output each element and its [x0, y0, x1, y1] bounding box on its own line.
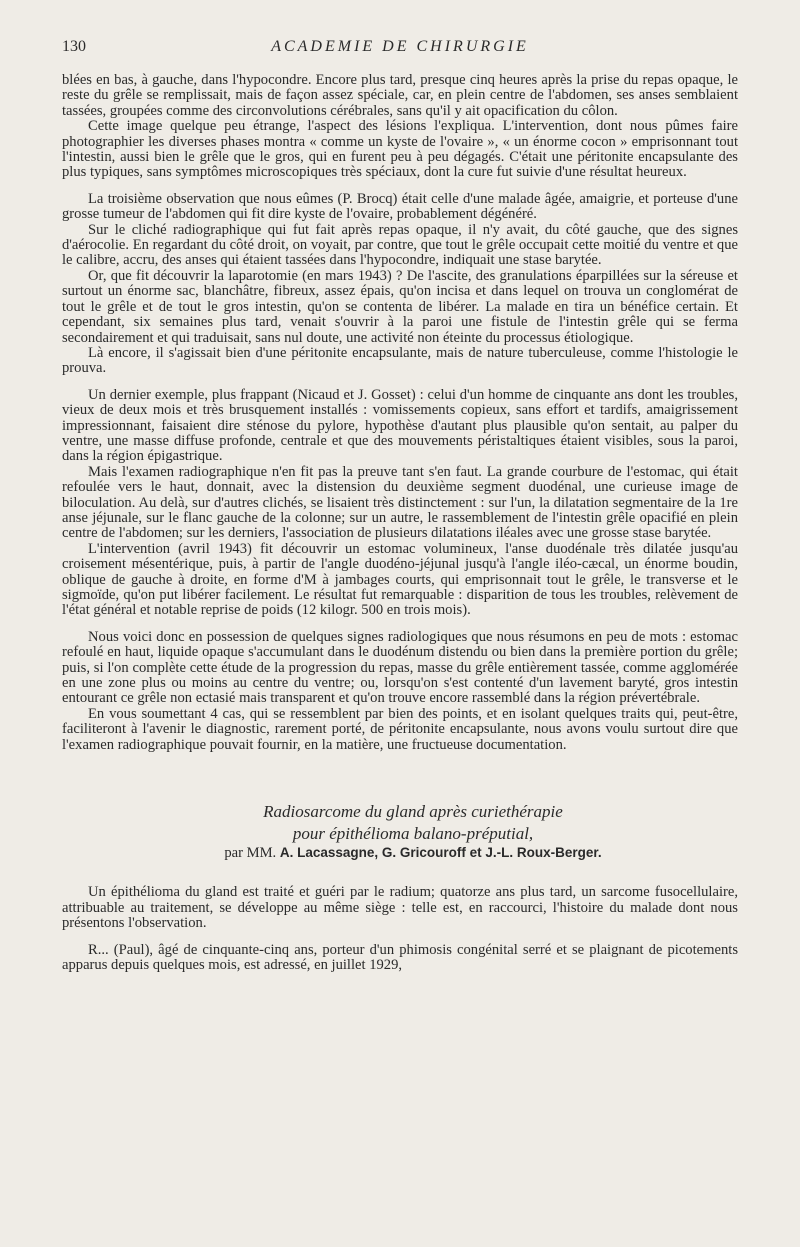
running-title: ACADEMIE DE CHIRURGIE [271, 38, 529, 55]
paragraph: R... (Paul), âgé de cinquante-cinq ans, porteur d'un phimosis congénital serré et se plaignant de picotements apparus depuis quelques mois, est adressé, en juillet 1929, [62, 941, 738, 974]
paragraph: Cette image quelque peu étrange, l'aspect des lésions l'expliqua. L'intervention, dont nous pûmes faire photographier les diverses phases montra « comme un kyste de l'ovaire », « un énorme cocon » emprisonnant tout l'intestin, aussi bien le grêle que le gros, qui en furent peu à peu dégagés. C'était une péritonite encapsulante des plus typiques, sans symptômes microscopiques très spéciaux, dont la cure fut suivie d'une résultat heureux. [62, 118, 738, 181]
article-title-line-2: pour épithélioma balano-préputial, [292, 824, 534, 844]
article-title-line-1: Radiosarcome du gland après curiethérapie [263, 802, 563, 822]
paragraph: En vous soumettant 4 cas, qui se ressemblent par bien des points, et en isolant quelques traits qui, peut-être, faciliteront à l'avenir le diagnostic, rarement porté, de péritonite encapsulante, nous avons voulu surtout dire que l'examen radiographique pouvait fournir, en la matière, une fructueuse documentation. [62, 705, 738, 753]
paragraph: blées en bas, à gauche, dans l'hypocondre. Encore plus tard, presque cinq heures après la prise du repas opaque, le reste du grêle se remplissait, mais de façon assez spéciale, car, en plein centre de l'abdomen, ses anses semblaient tassées, groupées comme des circonvolutions cérébrales, sans qu'il y ait opacification du côlon. [62, 72, 738, 119]
byline-prefix: par MM. [224, 845, 277, 862]
paragraph: Un dernier exemple, plus frappant (Nicaud et J. Gosset) : celui d'un homme de cinquante ans dont les troubles, vieux de deux mois et très brusquement installés : vomissements copieux, sans effort et tardifs, amaigrissement impressionnant, faisaient dire sténose du pylore, hypothèse d'autant plus plausible qu'on sentait, au palper du ventre, une masse diffuse profonde, centrale et que des mouvements péristaltiques étaient visibles, sous la paroi, dans la région épigastrique. [62, 386, 738, 465]
paragraph: Là encore, il s'agissait bien d'une péritonite encapsulante, mais de nature tuberculeuse, comme l'histologie le prouva. [62, 344, 738, 377]
paragraph: Sur le cliché radiographique qui fut fait après repas opaque, il n'y avait, du côté gauche, que des signes d'aérocolie. En regardant du côté droit, on voyait, par contre, que tout le grêle occupait cette moitié du ventre et que le calibre, accru, des anses qui étaient tassées dans l'hypocondre, indiquait une stase barytée. [62, 221, 738, 269]
byline-authors: A. Lacassagne, G. Gricouroff et J.-L. Roux-Berger. [279, 845, 602, 861]
page-number: 130 [62, 38, 86, 55]
paragraph: Or, que fit découvrir la laparotomie (en mars 1943) ? De l'ascite, des granulations éparpillées sur la séreuse et surtout un énorme sac, blanchâtre, fibreux, assez épais, qu'on incisa et dans lequel on trouva un conglomérat de tout le grêle et de tout le gros intestin, qu'on se contenta de libérer. La malade en tira un bénéfice certain. Et cependant, six semaines plus tard, venait s'ouvrir à la paroi une fistule de l'intestin grêle qui se ferma secondairement et qui traduisait, sans nul doute, une activité non éteinte du processus étiologique. [62, 267, 738, 346]
paragraph: La troisième observation que nous eûmes (P. Brocq) était celle d'une malade âgée, amaigrie, et porteuse d'une grosse tumeur de l'abdomen qui fit dire kyste de l'ovaire, probablement dégénéré. [62, 190, 738, 223]
page-header [62, 38, 738, 62]
paragraph: Mais l'examen radiographique n'en fit pas la preuve tant s'en faut. La grande courbure de l'estomac, qui était refoulée vers le haut, donnait, avec la distension du deuxième segment duodénal, une curieuse image de biloculation. Au delà, sur d'autres clichés, se lisaient très distinctement : sur l'un, la dilatation segmentaire de la 1re anse jéjunale, sur le flanc gauche de la colonne; sur un autre, le rassemblement de l'intestin grêle opacifié en plein centre de l'abdomen; sur les derniers, l'association de plusieurs dilatations iléales avec une grosse stase barytée. [62, 463, 738, 542]
paragraph: L'intervention (avril 1943) fit découvrir un estomac volumineux, l'anse duodénale très dilatée jusqu'au croisement mésentérique, puis, à partir de l'angle duodéno-jéjunal jusqu'à l'angle iléo-cæcal, un énorme boudin, oblique de gauche à droite, en forme d'M à jambages courts, qui emprisonnait tout le grêle, le transverse et le sigmoïde, qu'on put libérer facilement. Le résultat fut remarquable : disparition de tous les troubles, relèvement de l'état général et notable reprise de poids (12 kilogr. 500 en trois mois). [62, 540, 738, 619]
paragraph: Un épithélioma du gland est traité et guéri par le radium; quatorze ans plus tard, un sarcome fusocellulaire, attribuable au traitement, se développe au même siège : telle est, en raccourci, l'histoire du malade dont nous présentons l'observation. [62, 884, 738, 932]
body-text [62, 73, 738, 974]
article-byline [62, 845, 738, 861]
paragraph: Nous voici donc en possession de quelques signes radiologiques que nous résumons en peu de mots : estomac refoulé en haut, liquide opaque s'accumulant dans le duodénum distendu ou bien dans la première portion du grêle; puis, si l'on complète cette étude de la progression du repas, masse du grêle entièrement tassée, comme agglomérée en une zone plus ou moins au centre du ventre; ou, lorsqu'on s'est contenté d'un lavement baryté, gros intestin entourant ce grêle non ectasié mais transparent et qu'on trouve encore rassemblé dans la région prévertébrale. [62, 628, 738, 707]
